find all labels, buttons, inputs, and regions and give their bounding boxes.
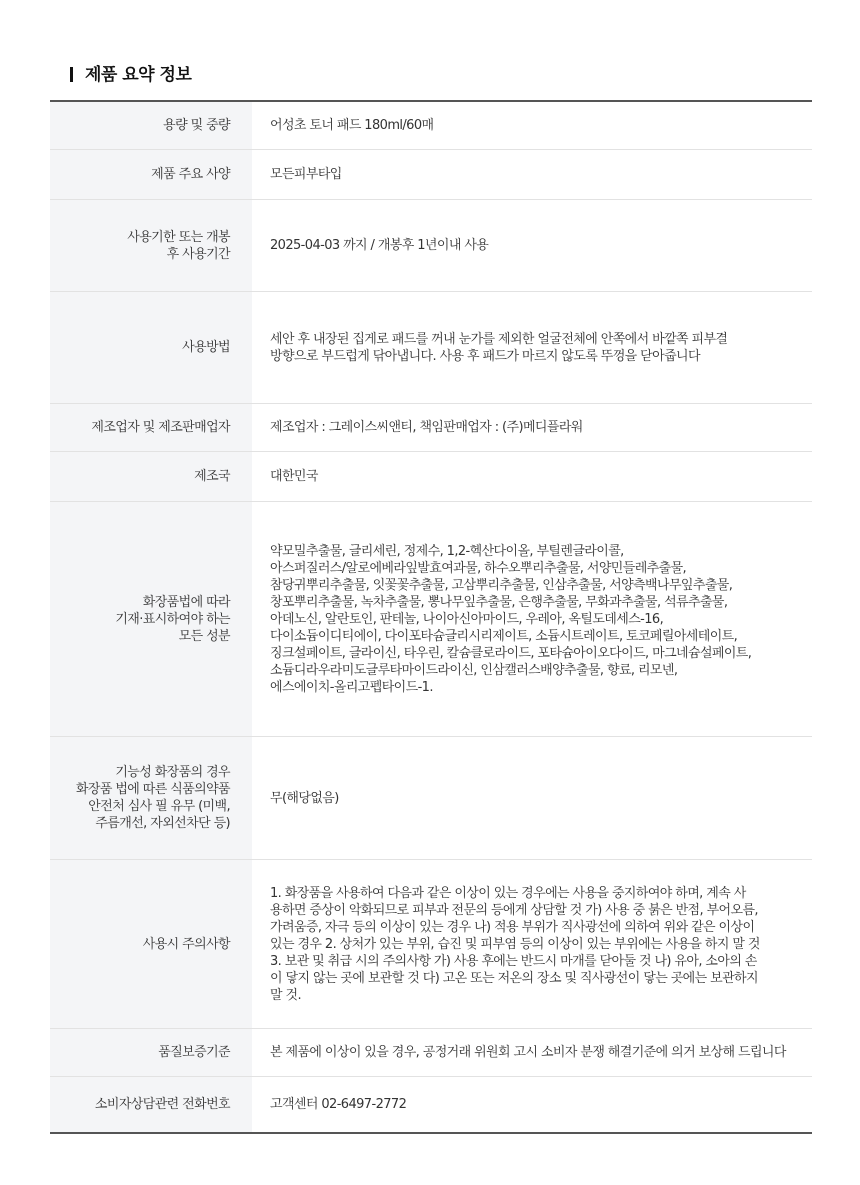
table-row xyxy=(50,102,812,150)
row-label: 품질보증기준 xyxy=(158,1045,230,1060)
row-value-cell xyxy=(252,1029,812,1076)
row-value: 어성초 토너 패드 180ml/60매 xyxy=(270,118,434,133)
table-row xyxy=(50,737,812,860)
row-label-cell xyxy=(50,1029,252,1076)
row-value-cell xyxy=(252,860,812,1028)
row-value: 2025-04-03 까지 / 개봉후 1년이내 사용 xyxy=(270,238,489,253)
row-value-cell xyxy=(252,200,812,291)
section-title-text: 제품 요약 정보 xyxy=(85,65,192,85)
table-row xyxy=(50,502,812,737)
row-value-cell xyxy=(252,150,812,199)
row-label-cell xyxy=(50,150,252,199)
row-value-cell xyxy=(252,737,812,859)
row-value-cell xyxy=(252,404,812,451)
table-row xyxy=(50,200,812,292)
row-label: 용량 및 중량 xyxy=(163,118,230,133)
row-value-cell xyxy=(252,102,812,149)
row-label-cell xyxy=(50,1077,252,1132)
table-row xyxy=(50,1077,812,1132)
row-value: 세안 후 내장된 집게로 패드를 꺼내 눈가를 제외한 얼굴전체에 안쪽에서 바깥쪽 피부결 방향으로 부드럽게 닦아냅니다. 사용 후 패드가 마르지 않도록 뚜껑을 닫아줍니다 xyxy=(270,331,728,364)
row-value: 본 제품에 이상이 있을 경우, 공정거래 위원회 고시 소비자 분쟁 해결기준에 의거 보상해 드립니다 xyxy=(270,1045,786,1060)
row-label-cell xyxy=(50,102,252,149)
table-row xyxy=(50,404,812,452)
row-label: 소비자상담관련 전화번호 xyxy=(94,1097,230,1112)
table-row xyxy=(50,1029,812,1077)
row-value: 고객센터 02-6497-2772 xyxy=(270,1097,407,1112)
row-label-cell xyxy=(50,200,252,291)
row-value: 모든피부타입 xyxy=(270,167,342,182)
table-row xyxy=(50,860,812,1029)
row-value: 대한민국 xyxy=(270,469,318,484)
row-label: 사용시 주의사항 xyxy=(142,936,230,952)
row-label: 제조업자 및 제조판매업자 xyxy=(91,420,230,435)
row-value: 약모밀추출물, 글리세린, 정제수, 1,2-헥산다이올, 부틸렌글라이콜, 아스퍼질러스/알로에베라잎발효여과물, 하수오뿌리추출물, 서양민들레추출물, 참당귀뿌리추출물, 잇꽃꽃추출물, 고삼뿌리추출물, 인삼추출물, 서양측백나무잎추출물, 창포뿌리추출물, 녹차추출물, 뽕나무잎추출물, 은행추출물, 무화과추출물, 석류추출물, 아데노신, 알란토인, 판테놀, 나이아신아마이드, 우레아, 옥틸도데세스-16, 다이소듐이디티에이, 다이포타슘글리시리제이트, 소듐시트레이트, 토코페릴아세테이트, 징크설페이트, 글라이신, 타우린, 칼슘클로라이드, 포타슘아이오다이드, 마그네슘설페이트, 소듐디라우라미도글루타마이드라이신, 인삼캘러스배양추출물, 향료, 리모넨, 에스에이치-올리고펩타이드-1. xyxy=(270,543,752,695)
table-row xyxy=(50,452,812,502)
row-label: 기능성 화장품의 경우 화장품 법에 따른 식품의약품 안전처 심사 필 유무 (미백, 주름개선, 자외선차단 등) xyxy=(75,765,230,831)
row-label: 제품 주요 사양 xyxy=(151,167,230,182)
title-bar-marker xyxy=(70,67,73,82)
row-label-cell xyxy=(50,502,252,736)
table-row xyxy=(50,292,812,404)
row-label-cell xyxy=(50,404,252,451)
row-label-cell xyxy=(50,292,252,403)
row-label: 제조국 xyxy=(194,469,230,484)
row-label-cell xyxy=(50,737,252,859)
product-info-table xyxy=(50,100,812,1134)
row-value-cell xyxy=(252,1077,812,1132)
row-label-cell xyxy=(50,860,252,1028)
row-label: 사용기한 또는 개봉 후 사용기간 xyxy=(127,229,230,262)
row-label: 사용방법 xyxy=(182,340,230,355)
row-value-cell xyxy=(252,502,812,736)
row-value: 제조업자 : 그레이스씨앤티, 책임판매업자 : (주)메디플라워 xyxy=(270,420,583,435)
table-row xyxy=(50,150,812,200)
row-value-cell xyxy=(252,292,812,403)
row-value-cell xyxy=(252,452,812,501)
row-label: 화장품법에 따라 기재·표시하여야 하는 모든 성분 xyxy=(115,594,230,644)
section-title xyxy=(70,60,191,85)
row-label-cell xyxy=(50,452,252,501)
row-value: 1. 화장품을 사용하여 다음과 같은 이상이 있는 경우에는 사용을 중지하여야 하며, 계속 사 용하면 증상이 악화되므로 피부과 전문의 등에게 상담할 것 가) 사용 중 붉은 반점, 부어오름, 가려움증, 자극 등의 이상이 있는 경우 나) 적용 부위가 직사광선에 의하여 위와 같은 이상이 있는 경우 2. 상처가 있는 부위, 습진 및 피부염 등의 이상이 있는 부위에는 사용을 하지 말 것 3. 보관 및 취급 시의 주의사항 가) 사용 후에는 반드시 마개를 닫아둘 것 나) 유아, 소아의 손 이 닿지 않는 곳에 보관할 것 다) 고온 또는 저온의 장소 및 직사광선이 닿는 곳에는 보관하지 말 것. xyxy=(270,885,760,1003)
row-value: 무(해당없음) xyxy=(270,790,339,806)
